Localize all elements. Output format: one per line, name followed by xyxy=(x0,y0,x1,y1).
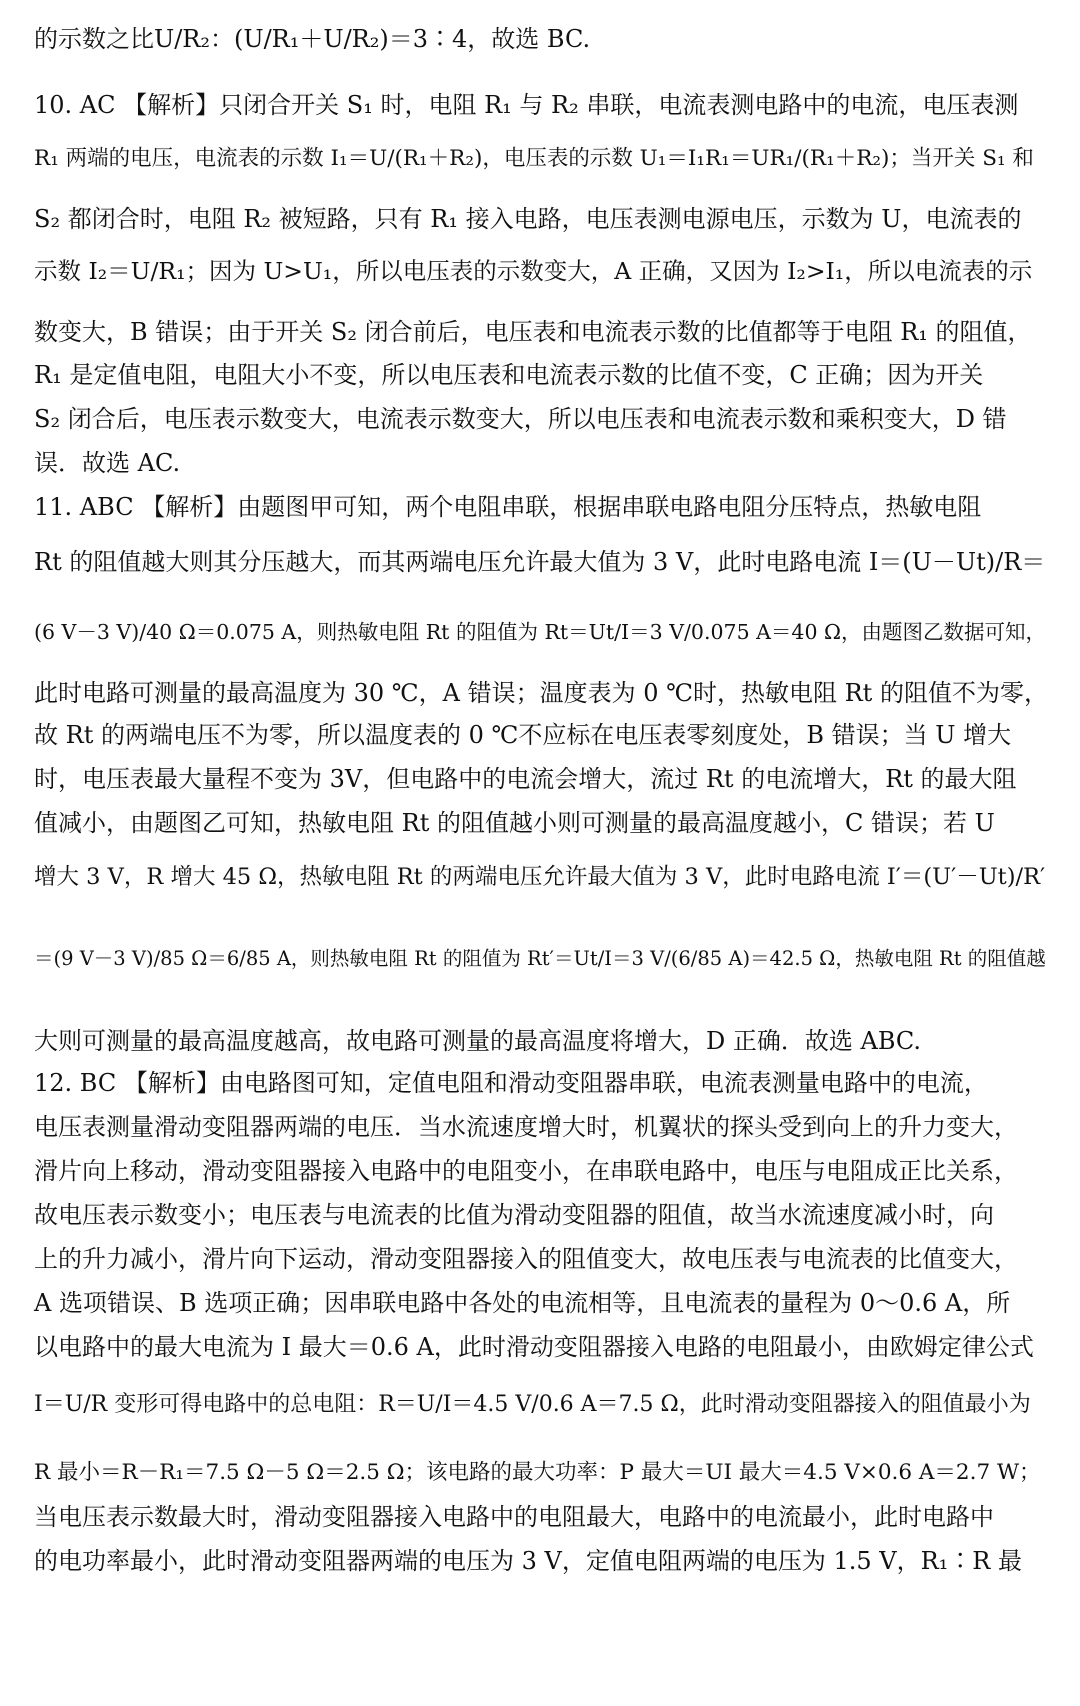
text-line: S₂ 都闭合时，电阻 R₂ 被短路，只有 R₁ 接入电路，电压表测电源电压，示数为 U，电流表的 xyxy=(34,205,1022,233)
text-line: 值减小，由题图乙可知，热敏电阻 Rt 的阻值越小则可测量的最高温度越小，C 错误；若 U xyxy=(34,809,995,837)
text-line: 上的升力减小，滑片向下运动，滑动变阻器接入的阻值变大，故电压表与电流表的比值变大， xyxy=(34,1245,1018,1273)
text-line: 当电压表示数最大时，滑动变阻器接入电路中的电阻最大，电路中的电流最小，此时电路中 xyxy=(34,1503,994,1531)
text-line: ＝(9 V－3 V)/85 Ω＝6/85 A，则热敏电阻 Rt 的阻值为 Rt′＝Ut/I＝3 V/(6/85 A)＝42.5 Ω，热敏电阻 Rt 的阻值越 xyxy=(34,947,1046,970)
text-line: 12. BC 【解析】由电路图可知，定值电阻和滑动变阻器串联，电流表测量电路中的电流， xyxy=(34,1069,988,1097)
text-line: 时，电压表最大量程不变为 3V，但电路中的电流会增大，流过 Rt 的电流增大，Rt 的最大阻 xyxy=(34,765,1017,793)
text-line: 数变大，B 错误；由于开关 S₂ 闭合前后，电压表和电流表示数的比值都等于电阻 R₁ 的阻值， xyxy=(34,318,1032,346)
text-line: 大则可测量的最高温度越高，故电路可测量的最高温度将增大，D 正确．故选 ABC. xyxy=(34,1027,922,1055)
text-line: Rt 的阻值越大则其分压越大，而其两端电压允许最大值为 3 V，此时电路电流 I＝(U－Ut)/R＝ xyxy=(34,548,1046,576)
text-line: 的示数之比U/R₂：(U/R₁＋U/R₂)＝3∶4，故选 BC. xyxy=(34,25,591,53)
text-line: 故电压表示数变小；电压表与电流表的比值为滑动变阻器的阻值，故当水流速度减小时，向 xyxy=(34,1201,994,1229)
text-line: 示数 I₂＝U/R₁；因为 U>U₁，所以电压表的示数变大，A 正确，又因为 I₂>I₁，所以电流表的示 xyxy=(34,257,1033,285)
text-line: 电压表测量滑动变阻器两端的电压．当水流速度增大时，机翼状的探头受到向上的升力变大， xyxy=(34,1113,1018,1141)
text-line: 故 Rt 的两端电压不为零，所以温度表的 0 ℃不应标在电压表零刻度处，B 错误；当 U 增大 xyxy=(34,721,1012,749)
text-line: 11. ABC 【解析】由题图甲可知，两个电阻串联，根据串联电路电阻分压特点，热敏电阻 xyxy=(34,493,982,521)
text-line: 误．故选 AC. xyxy=(34,449,181,477)
text-line: A 选项错误、B 选项正确；因串联电路中各处的电流相等，且电流表的量程为 0～0.6 A，所 xyxy=(34,1289,1011,1317)
text-line: 增大 3 V，R 增大 45 Ω，热敏电阻 Rt 的两端电压允许最大值为 3 V，此时电路电流 I′＝(U′－Ut)/R′ xyxy=(34,864,1046,890)
text-line: R 最小＝R－R₁＝7.5 Ω－5 Ω＝2.5 Ω；该电路的最大功率：P 最大＝UI 最大＝4.5 V×0.6 A＝2.7 W； xyxy=(34,1460,1041,1485)
text-line: (6 V－3 V)/40 Ω＝0.075 A，则热敏电阻 Rt 的阻值为 Rt＝Ut/I＝3 V/0.075 A＝40 Ω，由题图乙数据可知， xyxy=(34,620,1047,644)
text-line: R₁ 是定值电阻，电阻大小不变，所以电压表和电流表示数的比值不变，C 正确；因为开关 xyxy=(34,361,984,389)
text-line: 滑片向上移动，滑动变阻器接入电路中的电阻变小，在串联电路中，电压与电阻成正比关系， xyxy=(34,1157,1018,1185)
text-line: R₁ 两端的电压，电流表的示数 I₁＝U/(R₁＋R₂)，电压表的示数 U₁＝I₁R₁＝UR₁/(R₁＋R₂)；当开关 S₁ 和 xyxy=(34,146,1034,171)
text-line: S₂ 闭合后，电压表示数变大，电流表示数变大，所以电压表和电流表示数和乘积变大，D 错 xyxy=(34,405,1007,433)
text-line: 此时电路可测量的最高温度为 30 ℃，A 错误；温度表为 0 ℃时，热敏电阻 Rt 的阻值不为零， xyxy=(34,679,1048,707)
text-line: 以电路中的最大电流为 I 最大＝0.6 A，此时滑动变阻器接入电路的电阻最小，由欧姆定律公式 xyxy=(34,1333,1034,1361)
text-line: 10. AC 【解析】只闭合开关 S₁ 时，电阻 R₁ 与 R₂ 串联，电流表测电路中的电流，电压表测 xyxy=(34,91,1019,119)
text-line: 的电功率最小，此时滑动变阻器两端的电压为 3 V，定值电阻两端的电压为 1.5 V，R₁∶R 最 xyxy=(34,1547,1023,1575)
text-line: I＝U/R 变形可得电路中的总电阻：R＝U/I＝4.5 V/0.6 A＝7.5 Ω，此时滑动变阻器接入的阻值最小为 xyxy=(34,1392,1031,1417)
